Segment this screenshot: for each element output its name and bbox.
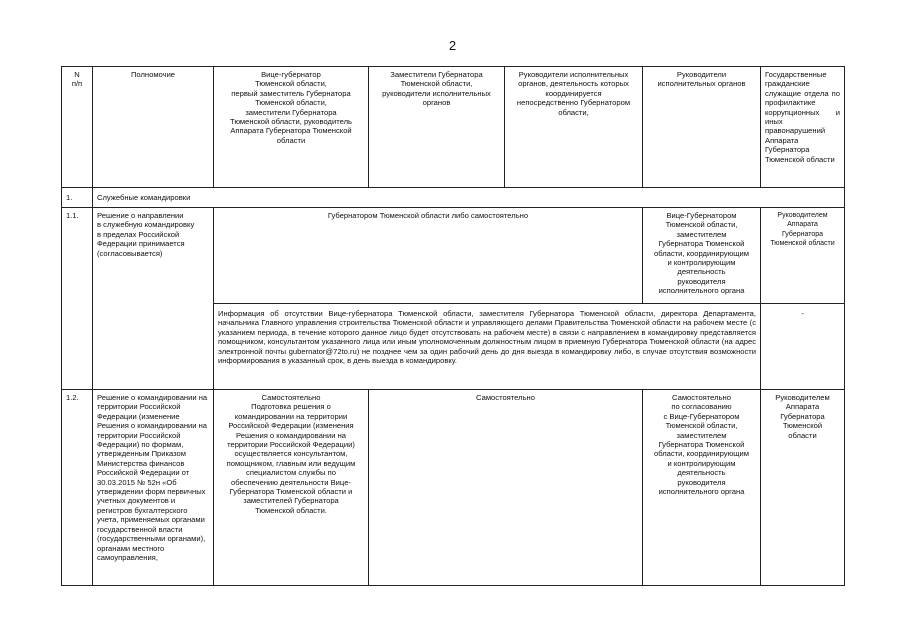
header-deputies: Заместители Губернатора Тюменской области, руководители исполнительных органов: [369, 67, 505, 188]
row-authority: Решение о командировании на территории Российской Федерации (изменение Решения о командировании на территории Российской Федерации) по формам, утвержденным Приказом Министерства финансов Российской Федерации от 30.03.2015 № 52н «Об утверждении форм первичных учетных документов и регистров бухгалтерского учета, применяемых органами государственной власти (государственными органами), органами местного самоуправления,: [93, 390, 214, 586]
authority-table: [61, 66, 845, 586]
row-info-civil-servants: -: [761, 304, 845, 390]
row-heads-exec: Вице-Губернатором Тюменской области, заместителем Губернатора Тюменской области, координирующим и контролирующим деятельность руководителя исполнительного органа: [643, 208, 761, 304]
row-vice-governor: Самостоятельно Подготовка решения о командировании на территории Российской Федерации (изменения Решения о командировании на территории Российской Федерации) осуществляется консультантом, помощником, главным или ведущим специалистом службы по обеспечению деятельности Вице- Губернатора Тюменской области и заместителей Губернатора Тюменской области.: [214, 390, 369, 586]
row-num: 1.2.: [62, 390, 93, 586]
header-num: N п/п: [62, 67, 93, 188]
header-civil-servants: Государственные гражданские служащие отдела по профилактике коррупционных и иных правонарушений Аппарата Губернатора Тюменской области: [761, 67, 845, 188]
header-heads-exec: Руководители исполнительных органов: [643, 67, 761, 188]
row-merged-cell: Губернатором Тюменской области либо самостоятельно: [214, 208, 643, 304]
row-civil-servants: Руководителем Аппарата Губернатора Тюменской области: [761, 208, 845, 304]
header-authority: Полномочие: [93, 67, 214, 188]
row-num: 1.1.: [62, 208, 93, 390]
section-num: 1.: [62, 188, 93, 208]
table-row: [62, 208, 845, 304]
page-number: 2: [448, 38, 457, 53]
row-authority: Решение о направлении в служебную командировку в пределах Российской Федерации принимается (согласовывается): [93, 208, 214, 390]
table-row: [62, 390, 845, 586]
section-title: Служебные командировки: [93, 188, 845, 208]
row-merged-cell: Самостоятельно: [369, 390, 643, 586]
row-info-text: Информация об отсутствии Вице-губернатора Тюменской области, заместителя Губернатора Тюменской области, директора Департамента, начальника Главного управления строительства Тюменской области и управляющего делами Правительства Тюменской области на рабочем месте (с указанием периода, в течение которого данное лицо будет отсутствовать на рабочем месте) в связи с направлением в командировку представляется помощником, консультантом указанного лица или иным уполномоченным должностным лицом в приемную Губернатора Тюменской области (на адрес электронной почты gubernator@72to.ru) не позднее чем за один рабочий день до дня выезда в командировку либо, в случае отсутствия возможности информирования в указанный срок, в день выезда в командировку.: [214, 304, 761, 390]
header-vice-governor: Вице-губернатор Тюменской области, первый заместитель Губернатора Тюменской области, заместители Губернатора Тюменской области, руководитель Аппарата Губернатора Тюменской области: [214, 67, 369, 188]
row-heads-exec: Самостоятельно по согласованию с Вице-Губернатором Тюменской области, заместителем Губернатора Тюменской области, координирующим и контролирующим деятельность руководителя исполнительного органа: [643, 390, 761, 586]
header-row: [62, 67, 845, 188]
row-civil-servants: Руководителем Аппарата Губернатора Тюменской области: [761, 390, 845, 586]
section-row: [62, 188, 845, 208]
header-heads-coordinated: Руководители исполнительных органов, деятельность которых координируется непосредственно Губернатором области,: [505, 67, 643, 188]
